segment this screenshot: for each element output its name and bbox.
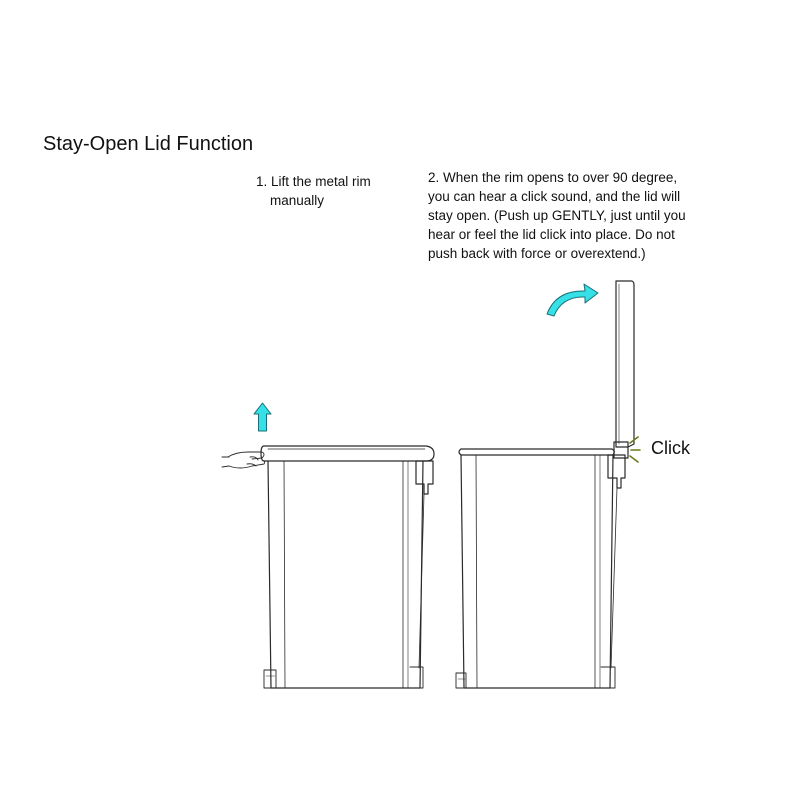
step-2-line-3: stay open. (Push up GENTLY, just until you	[428, 208, 686, 223]
click-label: Click	[651, 438, 690, 458]
trash-can-open	[456, 281, 634, 688]
step-2-line-4: hear or feel the lid click into place. Do not	[428, 227, 675, 242]
step-2-line-1: 2. When the rim opens to over 90 degree,	[428, 170, 678, 185]
step-1-line-2: manually	[270, 193, 325, 208]
trash-can-closed	[261, 446, 434, 688]
up-arrow-icon	[254, 403, 271, 431]
step-1-line-1: 1. Lift the metal rim	[256, 174, 371, 189]
curved-arrow-icon	[547, 284, 598, 316]
hand-icon	[222, 452, 265, 468]
page-title: Stay-Open Lid Function	[43, 133, 254, 155]
step-2-line-5: push back with force or overextend.)	[428, 246, 646, 261]
click-sound-icon	[630, 437, 640, 462]
step-2-line-2: you can hear a click sound, and the lid will	[428, 189, 681, 204]
